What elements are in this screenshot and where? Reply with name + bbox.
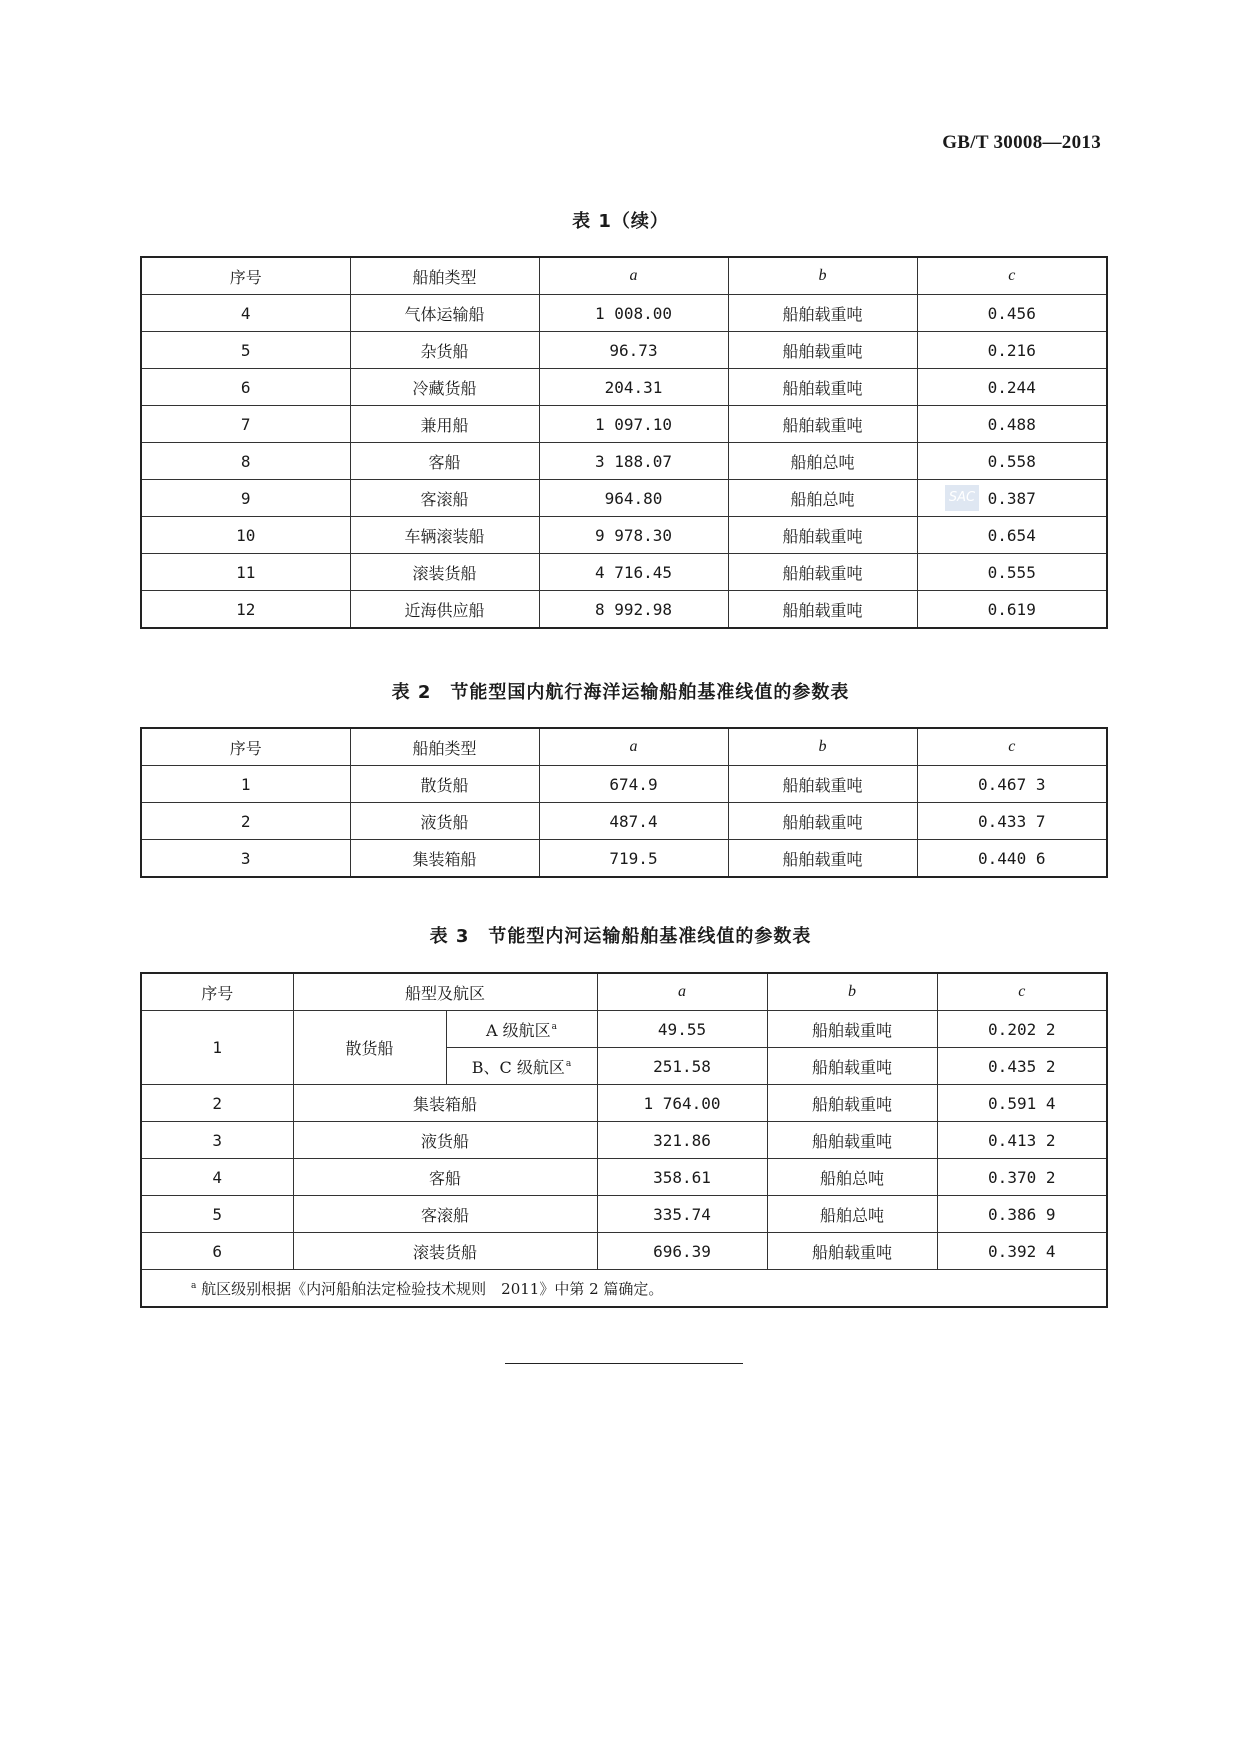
cell-b: 船舶总吨	[767, 1196, 937, 1233]
header-a: a	[539, 728, 728, 766]
cell-a: 1 008.00	[539, 295, 728, 332]
table2-caption: 表 2 节能型国内航行海洋运输船舶基准线值的参数表	[391, 682, 850, 703]
cell-no: 12	[141, 591, 350, 629]
cell-c: 0.433 7	[917, 803, 1107, 840]
cell-ship-type: 近海供应船	[350, 591, 539, 629]
cell-no: 10	[141, 517, 350, 554]
cell-b: 船舶载重吨	[728, 766, 917, 803]
table-row	[141, 554, 1107, 591]
header-ship-type: 船舶类型	[350, 728, 539, 766]
header-ship-type-zone: 船型及航区	[293, 973, 597, 1011]
table-row	[141, 443, 1107, 480]
cell-no: 9	[141, 480, 350, 517]
table-row	[141, 1196, 1107, 1233]
cell-b: 船舶载重吨	[728, 295, 917, 332]
cell-c: 0.555	[917, 554, 1107, 591]
cell-ship-type: 客滚船	[350, 480, 539, 517]
header-c: c	[937, 973, 1107, 1011]
table-row	[141, 766, 1107, 803]
cell-no: 4	[141, 1159, 293, 1196]
footnote-row	[141, 1270, 1107, 1308]
footnote-mark: a	[551, 1022, 558, 1033]
cell-ship-type: 客船	[350, 443, 539, 480]
cell-a: 8 992.98	[539, 591, 728, 629]
table1-header-row	[141, 257, 1107, 295]
standard-code: GB/T 30008—2013	[942, 132, 1101, 153]
zone-label: A 级航区	[485, 1020, 551, 1040]
cell-ship-type: 车辆滚装船	[350, 517, 539, 554]
cell-ship-type: 散货船	[293, 1011, 446, 1085]
cell-no: 6	[141, 1233, 293, 1270]
cell-zone	[446, 1048, 597, 1085]
table1-caption: 表 1（续）	[572, 211, 669, 232]
cell-c: 0.591 4	[937, 1085, 1107, 1122]
header-a: a	[539, 257, 728, 295]
cell-no: 3	[141, 1122, 293, 1159]
table-row	[141, 517, 1107, 554]
header-b: b	[728, 257, 917, 295]
table-row	[141, 295, 1107, 332]
cell-ship-type: 兼用船	[350, 406, 539, 443]
header-no: 序号	[141, 973, 293, 1011]
cell-no: 2	[141, 803, 350, 840]
table2	[140, 727, 1108, 878]
cell-ship-type: 液货船	[350, 803, 539, 840]
footnote-mark: a	[191, 1280, 197, 1291]
table-row	[141, 840, 1107, 878]
header-a: a	[597, 973, 767, 1011]
cell-a: 335.74	[597, 1196, 767, 1233]
cell-c: 0.392 4	[937, 1233, 1107, 1270]
cell-no: 1	[141, 1011, 293, 1085]
cell-no: 11	[141, 554, 350, 591]
cell-c: 0.654	[917, 517, 1107, 554]
cell-a: 204.31	[539, 369, 728, 406]
table-row	[141, 1085, 1107, 1122]
cell-b: 船舶载重吨	[767, 1233, 937, 1270]
cell-a: 321.86	[597, 1122, 767, 1159]
table3-header-row	[141, 973, 1107, 1011]
end-rule	[505, 1363, 743, 1364]
cell-no: 6	[141, 369, 350, 406]
table-row	[141, 369, 1107, 406]
cell-a: 9 978.30	[539, 517, 728, 554]
header-ship-type: 船舶类型	[350, 257, 539, 295]
cell-ship-type: 客船	[293, 1159, 597, 1196]
cell-c: 0.386 9	[937, 1196, 1107, 1233]
cell-b: 船舶载重吨	[728, 517, 917, 554]
cell-a: 674.9	[539, 766, 728, 803]
cell-no: 5	[141, 1196, 293, 1233]
header-b: b	[728, 728, 917, 766]
table-row	[141, 591, 1107, 629]
zone-label: B、C 级航区	[471, 1057, 565, 1077]
table1	[140, 256, 1108, 629]
cell-ship-type: 集装箱船	[350, 840, 539, 878]
cell-no: 1	[141, 766, 350, 803]
cell-b: 船舶载重吨	[767, 1011, 937, 1048]
cell-b: 船舶载重吨	[767, 1122, 937, 1159]
cell-no: 4	[141, 295, 350, 332]
cell-a: 1 097.10	[539, 406, 728, 443]
cell-c: 0.216	[917, 332, 1107, 369]
cell-a: 964.80	[539, 480, 728, 517]
cell-a: 487.4	[539, 803, 728, 840]
cell-ship-type: 液货船	[293, 1122, 597, 1159]
table3-footnote	[141, 1270, 1107, 1308]
cell-a: 4 716.45	[539, 554, 728, 591]
cell-b: 船舶载重吨	[767, 1085, 937, 1122]
cell-a: 49.55	[597, 1011, 767, 1048]
cell-no: 3	[141, 840, 350, 878]
table-row	[141, 1159, 1107, 1196]
cell-c: 0.558	[917, 443, 1107, 480]
table3-caption: 表 3 节能型内河运输船舶基准线值的参数表	[429, 926, 812, 947]
cell-c: 0.467 3	[917, 766, 1107, 803]
cell-no: 8	[141, 443, 350, 480]
footnote-text: 航区级别根据《内河船舶法定检验技术规则 2011》中第 2 篇确定。	[201, 1279, 664, 1298]
header-c: c	[917, 728, 1107, 766]
cell-a: 719.5	[539, 840, 728, 878]
table-row	[141, 1233, 1107, 1270]
cell-ship-type: 冷藏货船	[350, 369, 539, 406]
table-row	[141, 803, 1107, 840]
cell-ship-type: 杂货船	[350, 332, 539, 369]
header-c: c	[917, 257, 1107, 295]
cell-a: 96.73	[539, 332, 728, 369]
cell-ship-type: 气体运输船	[350, 295, 539, 332]
cell-a: 358.61	[597, 1159, 767, 1196]
cell-a: 251.58	[597, 1048, 767, 1085]
cell-c: 0.370 2	[937, 1159, 1107, 1196]
cell-c: 0.387	[917, 480, 1107, 517]
table-row	[141, 1011, 1107, 1048]
header-no: 序号	[141, 728, 350, 766]
cell-c: 0.619	[917, 591, 1107, 629]
cell-c: 0.435 2	[937, 1048, 1107, 1085]
table2-header-row	[141, 728, 1107, 766]
cell-a: 3 188.07	[539, 443, 728, 480]
header-b: b	[767, 973, 937, 1011]
table-row	[141, 406, 1107, 443]
cell-b: 船舶载重吨	[728, 554, 917, 591]
cell-b: 船舶载重吨	[728, 591, 917, 629]
cell-b: 船舶载重吨	[728, 332, 917, 369]
cell-c: 0.202 2	[937, 1011, 1107, 1048]
cell-no: 5	[141, 332, 350, 369]
cell-b: 船舶总吨	[767, 1159, 937, 1196]
cell-no: 2	[141, 1085, 293, 1122]
cell-b: 船舶总吨	[728, 480, 917, 517]
cell-b: 船舶载重吨	[767, 1048, 937, 1085]
cell-b: 船舶载重吨	[728, 840, 917, 878]
cell-ship-type: 滚装货船	[293, 1233, 597, 1270]
table-row	[141, 332, 1107, 369]
cell-no: 7	[141, 406, 350, 443]
header-no: 序号	[141, 257, 350, 295]
cell-c: 0.244	[917, 369, 1107, 406]
cell-b: 船舶载重吨	[728, 369, 917, 406]
cell-c: 0.488	[917, 406, 1107, 443]
cell-c: 0.440 6	[917, 840, 1107, 878]
cell-c: 0.456	[917, 295, 1107, 332]
cell-b: 船舶载重吨	[728, 406, 917, 443]
cell-a: 696.39	[597, 1233, 767, 1270]
cell-ship-type: 滚装货船	[350, 554, 539, 591]
footnote-mark: a	[565, 1059, 572, 1070]
cell-b: 船舶总吨	[728, 443, 917, 480]
cell-ship-type: 客滚船	[293, 1196, 597, 1233]
cell-c: 0.413 2	[937, 1122, 1107, 1159]
cell-ship-type: 集装箱船	[293, 1085, 597, 1122]
table-row	[141, 1122, 1107, 1159]
cell-b: 船舶载重吨	[728, 803, 917, 840]
table3	[140, 972, 1108, 1308]
cell-a: 1 764.00	[597, 1085, 767, 1122]
cell-ship-type: 散货船	[350, 766, 539, 803]
sac-watermark: SAC	[945, 485, 979, 511]
cell-zone	[446, 1011, 597, 1048]
